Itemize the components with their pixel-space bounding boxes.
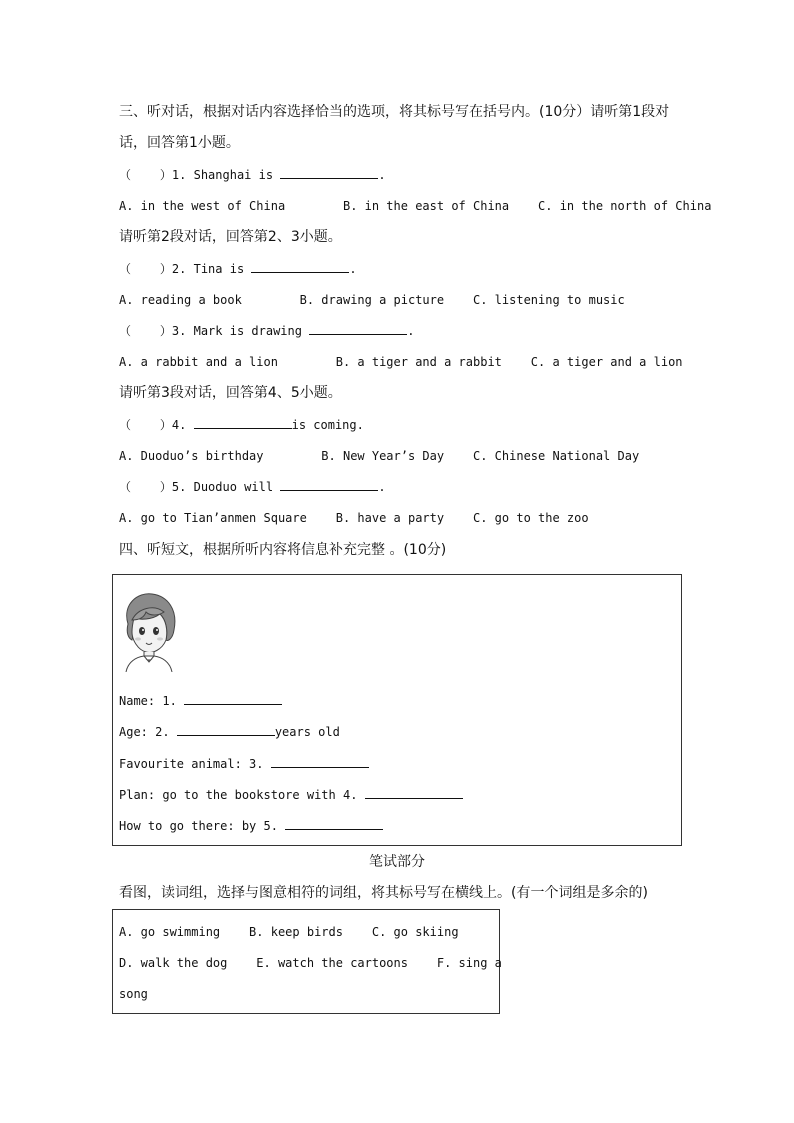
question-3-options: A. a rabbit and a lion B. a tiger and a rabbit C. a tiger and a lion xyxy=(119,355,683,369)
question-4 xyxy=(119,416,364,434)
question-text-end: . xyxy=(407,324,415,338)
phrase-options-line3: song xyxy=(119,987,148,1001)
question-number: 5. xyxy=(171,480,187,494)
question-1-options: A. in the west of China B. in the east of China C. in the north of China xyxy=(119,199,712,213)
girl-illustration xyxy=(120,590,180,672)
question-text-end: . xyxy=(378,480,386,494)
answer-blank[interactable] xyxy=(365,786,463,799)
answer-blank[interactable] xyxy=(177,723,275,736)
question-text-end: . xyxy=(378,168,386,182)
field-label: Favourite animal: 3. xyxy=(119,757,264,771)
answer-blank[interactable] xyxy=(184,692,282,705)
written-instruction: 看图，读词组，选择与图意相符的词组，将其标号写在横线上。(有一个词组是多余的) xyxy=(119,885,648,901)
answer-blank[interactable] xyxy=(271,755,369,768)
answer-blank[interactable] xyxy=(280,478,378,491)
answer-blank[interactable] xyxy=(309,322,407,335)
answer-blank[interactable] xyxy=(285,817,383,830)
answer-blank[interactable] xyxy=(280,166,378,179)
question-5-options: A. go to Tian’anmen Square B. have a party C. go to the zoo xyxy=(119,511,589,525)
field-label: Name: 1. xyxy=(119,694,177,708)
question-2-options: A. reading a book B. drawing a picture C. listening to music xyxy=(119,293,625,307)
answer-blank[interactable] xyxy=(251,260,349,273)
section3-sub3: 请听第3段对话，回答第4、5小题。 xyxy=(119,385,342,401)
section3-title-line2: 话，回答第1小题。 xyxy=(119,135,240,151)
phrase-options-line2: D. walk the dog E. watch the cartoons F. sing a xyxy=(119,956,502,970)
question-4-options: A. Duoduo’s birthday B. New Year’s Day C. Chinese National Day xyxy=(119,449,640,463)
question-1 xyxy=(119,166,386,184)
answer-paren[interactable]: （ ） xyxy=(119,262,172,276)
question-number: 3. xyxy=(171,324,187,338)
section4-title: 四、听短文，根据所听内容将信息补充完整 。(10分) xyxy=(119,542,447,558)
answer-paren[interactable]: （ ） xyxy=(119,168,172,182)
question-text: Shanghai is xyxy=(193,168,274,182)
field-label: Age: 2. xyxy=(119,725,170,739)
written-heading: 笔试部分 xyxy=(369,854,425,870)
field-age xyxy=(119,723,340,741)
question-number: 2. xyxy=(171,262,187,276)
question-number: 4. xyxy=(171,418,187,432)
info-card xyxy=(112,574,682,846)
answer-blank[interactable] xyxy=(194,416,292,429)
field-label: How to go there: by 5. xyxy=(119,819,278,833)
answer-paren[interactable]: （ ） xyxy=(119,324,172,338)
field-name xyxy=(119,692,282,710)
answer-paren[interactable]: （ ） xyxy=(119,418,172,432)
section3-title-line1: 三、听对话，根据对话内容选择恰当的选项，将其标号写在括号内。(10分）请听第1段对 xyxy=(119,104,670,120)
question-text: Mark is drawing xyxy=(193,324,302,338)
answer-paren[interactable]: （ ） xyxy=(119,480,172,494)
question-2 xyxy=(119,260,357,278)
field-label: Plan: go to the bookstore with 4. xyxy=(119,788,358,802)
field-favourite-animal xyxy=(119,755,369,773)
question-text-end: is coming. xyxy=(291,418,364,432)
question-text: Duoduo will xyxy=(193,480,274,494)
field-transport xyxy=(119,817,383,835)
field-plan xyxy=(119,786,463,804)
question-3 xyxy=(119,322,414,340)
question-text-end: . xyxy=(349,262,357,276)
question-number: 1. xyxy=(171,168,187,182)
question-text: Tina is xyxy=(193,262,245,276)
section3-sub2: 请听第2段对话，回答第2、3小题。 xyxy=(119,229,342,245)
question-5 xyxy=(119,478,386,496)
phrase-options-line1: A. go swimming B. keep birds C. go skiing xyxy=(119,925,459,939)
field-suffix: years old xyxy=(274,725,340,739)
